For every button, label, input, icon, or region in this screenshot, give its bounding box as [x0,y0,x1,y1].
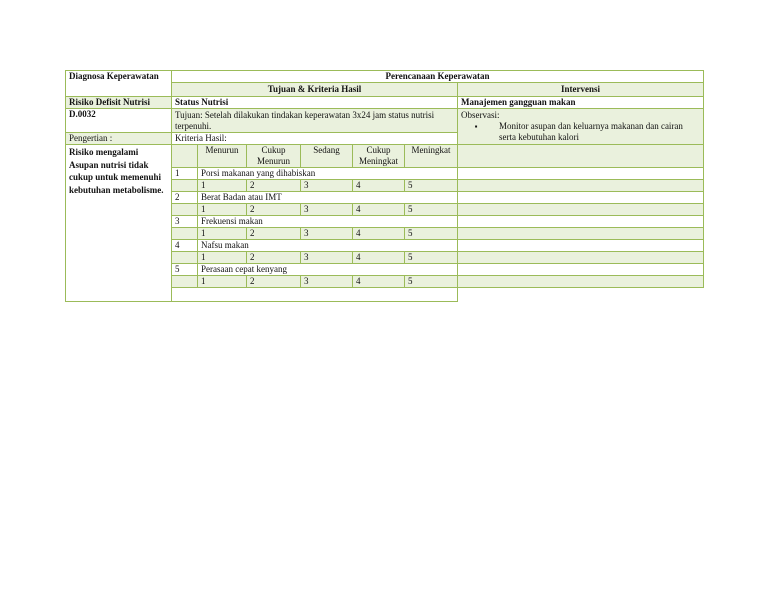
score-cell: 5 [404,251,458,264]
score-cell: 2 [246,275,301,288]
diagnosis-name: Risiko Defisit Nutrisi [69,97,150,107]
intervention-row [457,275,704,288]
score-cell: 2 [246,227,301,240]
score-cell: 5 [404,203,458,216]
scale-header-3: Sedang [300,144,353,168]
score-cell: 1 [197,227,247,240]
scale-header-5: Meningkat [404,144,458,168]
bullet-icon: ▪ [474,122,478,131]
intervention-header: Intervensi [561,84,600,94]
definition-text: Risiko mengalami Asupan nutrisi tidak cukup untuk memenuhi kebutuhan metabolisme. [69,147,164,195]
scale-header-blank [171,144,198,168]
diagnosis-header-label: Diagnosa Keperawatan [69,71,159,81]
scale-header-2: Cukup Menurun [246,144,301,168]
goal-text: Tujuan: Setelah dilakukan tindakan keperawatan 3x24 jam status nutrisi terpenuhi. [175,110,435,131]
score-cell: 4 [352,179,405,192]
score-cell: 1 [197,251,247,264]
score-cell: 3 [300,251,353,264]
criterion-number: 2 [171,191,198,204]
criterion-number: 3 [171,215,198,228]
intervention-observation-cell [457,108,704,145]
score-cell: 3 [300,227,353,240]
score-cell: 4 [352,251,405,264]
score-cell: 4 [352,275,405,288]
intervention-title: Manajemen gangguan makan [461,97,576,107]
score-cell: 2 [246,251,301,264]
goal-empty-row [171,287,458,302]
criterion-label: Berat Badan atau IMT [197,191,458,204]
plan-title: Perencanaan Keperawatan [385,71,490,81]
score-cell: 2 [246,179,301,192]
score-cell: 3 [300,203,353,216]
score-cell: 2 [246,203,301,216]
observation-item-text: Monitor asupan dan keluarnya makanan dan cairan serta kebutuhan kalori [499,121,683,142]
criterion-label: Perasaan cepat kenyang [197,263,458,276]
score-cell: 1 [197,203,247,216]
criterion-number: 1 [171,167,198,180]
score-cell: 5 [404,179,458,192]
observation-label: Observasi: [461,110,500,120]
criterion-number: 5 [171,263,198,276]
definition-text-cell [65,144,172,302]
score-cell: 1 [197,179,247,192]
score-cell: 4 [352,203,405,216]
scale-header-1: Menurun [197,144,247,168]
observation-list-item [461,121,700,143]
scale-header-4: Cukup Meningkat [352,144,405,168]
diagnosis-code-cell [65,108,172,133]
score-cell: 4 [352,227,405,240]
goal-header-cell [171,82,458,97]
goal-text-cell [171,108,458,133]
intervention-header-cell [457,82,704,97]
score-cell: 5 [404,227,458,240]
criterion-number: 4 [171,239,198,252]
goal-header: Tujuan & Kriteria Hasil [267,84,362,94]
score-cell: 1 [197,275,247,288]
diagnosis-code: D.0032 [69,109,96,119]
score-cell: 3 [300,275,353,288]
criterion-label: Porsi makanan yang dihabiskan [197,167,458,180]
status-nutrition-label: Status Nutrisi [175,97,229,107]
score-cell: 5 [404,275,458,288]
criteria-label: Kriteria Hasil: [175,133,227,143]
criterion-label: Frekuensi makan [197,215,458,228]
criterion-label: Nafsu makan [197,239,458,252]
definition-label: Pengertian : [69,133,113,143]
diagnosis-header-cell [65,70,172,97]
intervention-row [457,144,704,168]
score-cell: 3 [300,179,353,192]
